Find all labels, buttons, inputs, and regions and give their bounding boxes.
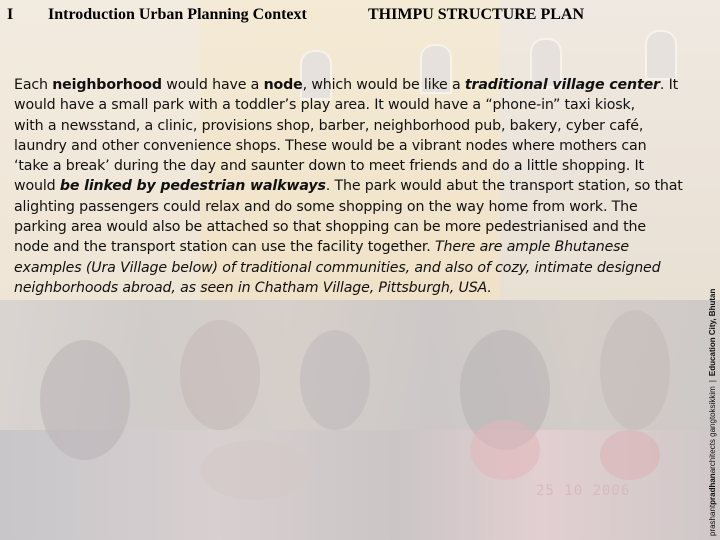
emphasis-walkways: be linked by pedestrian walkways [59, 178, 326, 195]
emphasis-neighborhood: neighborhood [52, 77, 162, 93]
text-line-7: alighting passengers could relax and do some shopping on the way home from work. The [14, 198, 638, 215]
italic-examples-start: There are ample Bhutanese [435, 239, 630, 256]
document-title: THIMPU STRUCTURE PLAN [368, 6, 585, 23]
text-line-1: Each neighborhood would have a node, which would be like a traditional village center. It [14, 77, 679, 93]
section-number: I [7, 6, 14, 23]
text-line-3: with a newsstand, a clinic, provisions shop, barber, neighborhood pub, bakery, cyber café, [14, 117, 644, 134]
text-line-5: ‘take a break’ during the day and saunter down to meet friends and do a little shopping. It [14, 158, 644, 175]
body-paragraph [14, 75, 700, 298]
photo-date-stamp: 25 10 2006 [536, 483, 631, 499]
emphasis-village-center: traditional village center [464, 77, 660, 93]
text-line-9: node and the transport station can use the facility together. There are ample Bhutanese [14, 239, 630, 256]
slide-header [7, 6, 647, 28]
vertical-credit: prashantpradhanarchitects gangtoksikkim|Education City, Bhutan [708, 288, 717, 536]
text-line-2: would have a small park with a toddler’s play area. It would have a “phone-in” taxi kiosk, [14, 97, 635, 114]
text-line-8: parking area would also be attached so that shopping can be more pedestrianised and the [14, 219, 646, 236]
text-line-4: laundry and other convenience shops. These would be a vibrant nodes where mothers can [14, 137, 647, 154]
text-line-10: examples (Ura Village below) of traditional communities, and also of cozy, intimate designed [14, 259, 661, 276]
text-line-11: neighborhoods abroad, as seen in Chatham Village, Pittsburgh, USA. [14, 279, 492, 296]
section-title: Introduction Urban Planning Context [48, 6, 307, 23]
text-line-6: would be linked by pedestrian walkways. The park would abut the transport station, so that [14, 178, 683, 195]
emphasis-node: node [263, 77, 303, 93]
